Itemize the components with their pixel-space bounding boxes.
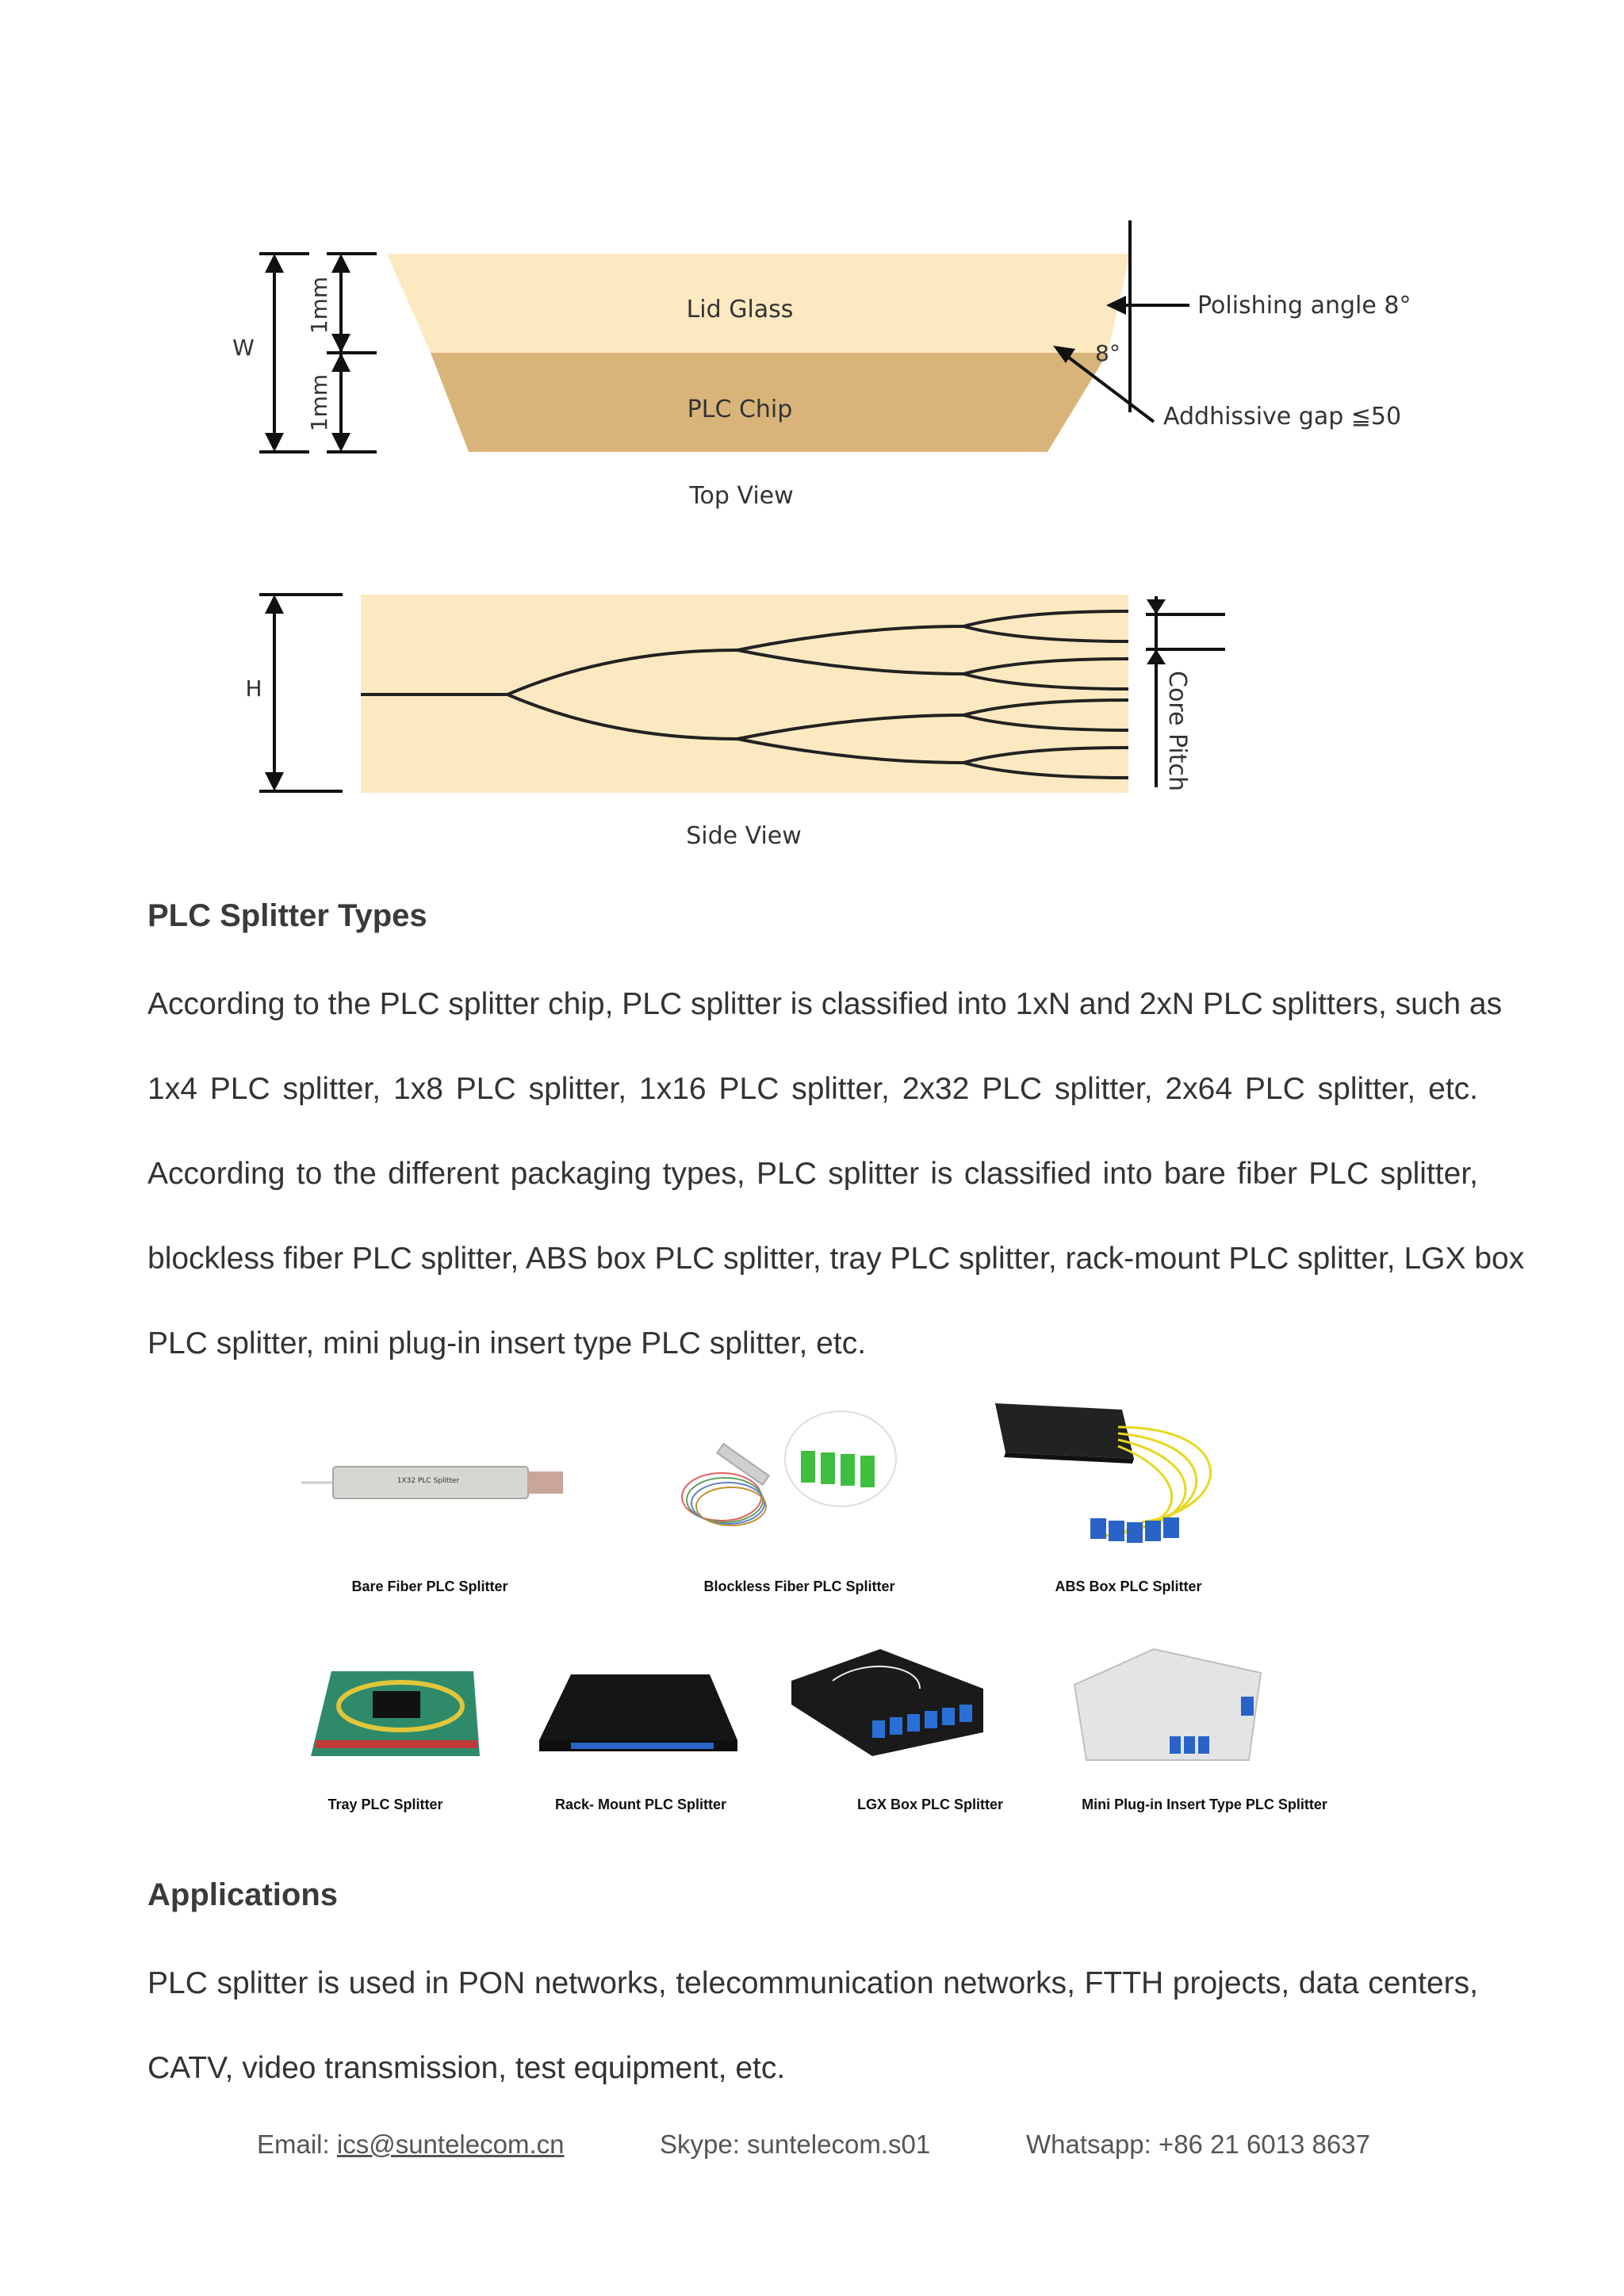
adhesive-gap-label: Addhissive gap ≦50 <box>1163 403 1402 430</box>
dim-1mm-bottom: 1mm <box>306 373 332 432</box>
lid-glass-label: Lid Glass <box>686 296 794 323</box>
top-view-caption: Top View <box>689 482 794 510</box>
applications-line-1: PLC splitter is used in PON networks, telecommunication networks, FTTH projects, data centers, <box>147 1966 1478 2000</box>
caption-tray: Tray PLC Splitter <box>327 1797 443 1812</box>
side-view-caption: Side View <box>686 822 802 850</box>
footer-skype: Skype: suntelecom.s01 <box>660 2130 931 2159</box>
plc-structure-diagram <box>0 0 1624 872</box>
caption-lgx-box: LGX Box PLC Splitter <box>856 1797 1004 1812</box>
abs-box-splitter-image <box>995 1403 1211 1543</box>
h-dimension <box>259 595 343 791</box>
polishing-angle-label: Polishing angle 8° <box>1197 292 1411 320</box>
mini-plugin-splitter-image <box>1074 1649 1261 1760</box>
dim-1mm-top: 1mm <box>306 276 332 335</box>
footer-email-label: Email: <box>257 2130 337 2159</box>
blockless-splitter-image <box>682 1411 896 1525</box>
lgx-box-splitter-image <box>791 1649 983 1756</box>
types-line-2: 1x4 PLC splitter, 1x8 PLC splitter, 1x16 PLC splitter, 2x32 PLC splitter, 2x64 PLC splitter, etc. <box>147 1072 1478 1106</box>
product-images <box>0 1395 1624 1823</box>
types-line-1: According to the PLC splitter chip, PLC splitter is classified into 1xN and 2xN PLC splitters, such as <box>147 987 1503 1021</box>
h-label: H <box>245 675 262 702</box>
footer-email-link[interactable]: ics@suntelecom.cn <box>336 2130 565 2159</box>
types-heading: PLC Splitter Types <box>147 898 427 933</box>
caption-blockless: Blockless Fiber PLC Splitter <box>703 1578 895 1594</box>
w-label: W <box>232 335 255 361</box>
thickness-dimension <box>327 254 377 452</box>
types-line-3: According to the different packaging types, PLC splitter is classified into bare fiber PLC splitter, <box>147 1157 1478 1191</box>
caption-bare-fiber: Bare Fiber PLC Splitter <box>351 1578 508 1594</box>
footer-whatsapp: Whatsapp: +86 21 6013 8637 <box>1026 2130 1370 2159</box>
types-line-4: blockless fiber PLC splitter, ABS box PLC splitter, tray PLC splitter, rack-mount PLC splitter, LGX box <box>147 1242 1525 1276</box>
plc-chip-label: PLC Chip <box>687 396 793 423</box>
applications-line-2: CATV, video transmission, test equipment, etc. <box>147 2051 786 2085</box>
caption-abs-box: ABS Box PLC Splitter <box>1055 1578 1202 1594</box>
caption-rack-mount: Rack- Mount PLC Splitter <box>554 1797 727 1812</box>
core-pitch-label: Core Pitch <box>1163 670 1191 792</box>
w-dimension <box>259 254 309 452</box>
bare-fiber-device-label: 1X32 PLC Splitter <box>396 1477 460 1485</box>
footer-email <box>257 2130 564 2160</box>
bare-fiber-splitter-image <box>301 1467 563 1498</box>
tray-splitter-image <box>311 1671 480 1756</box>
caption-mini-plugin: Mini Plug-in Insert Type PLC Splitter <box>1082 1797 1327 1812</box>
angle-8-label: 8° <box>1095 340 1120 366</box>
rack-mount-splitter-image <box>539 1674 737 1751</box>
applications-heading: Applications <box>147 1877 339 1912</box>
types-line-5: PLC splitter, mini plug-in insert type PLC splitter, etc. <box>147 1326 867 1360</box>
